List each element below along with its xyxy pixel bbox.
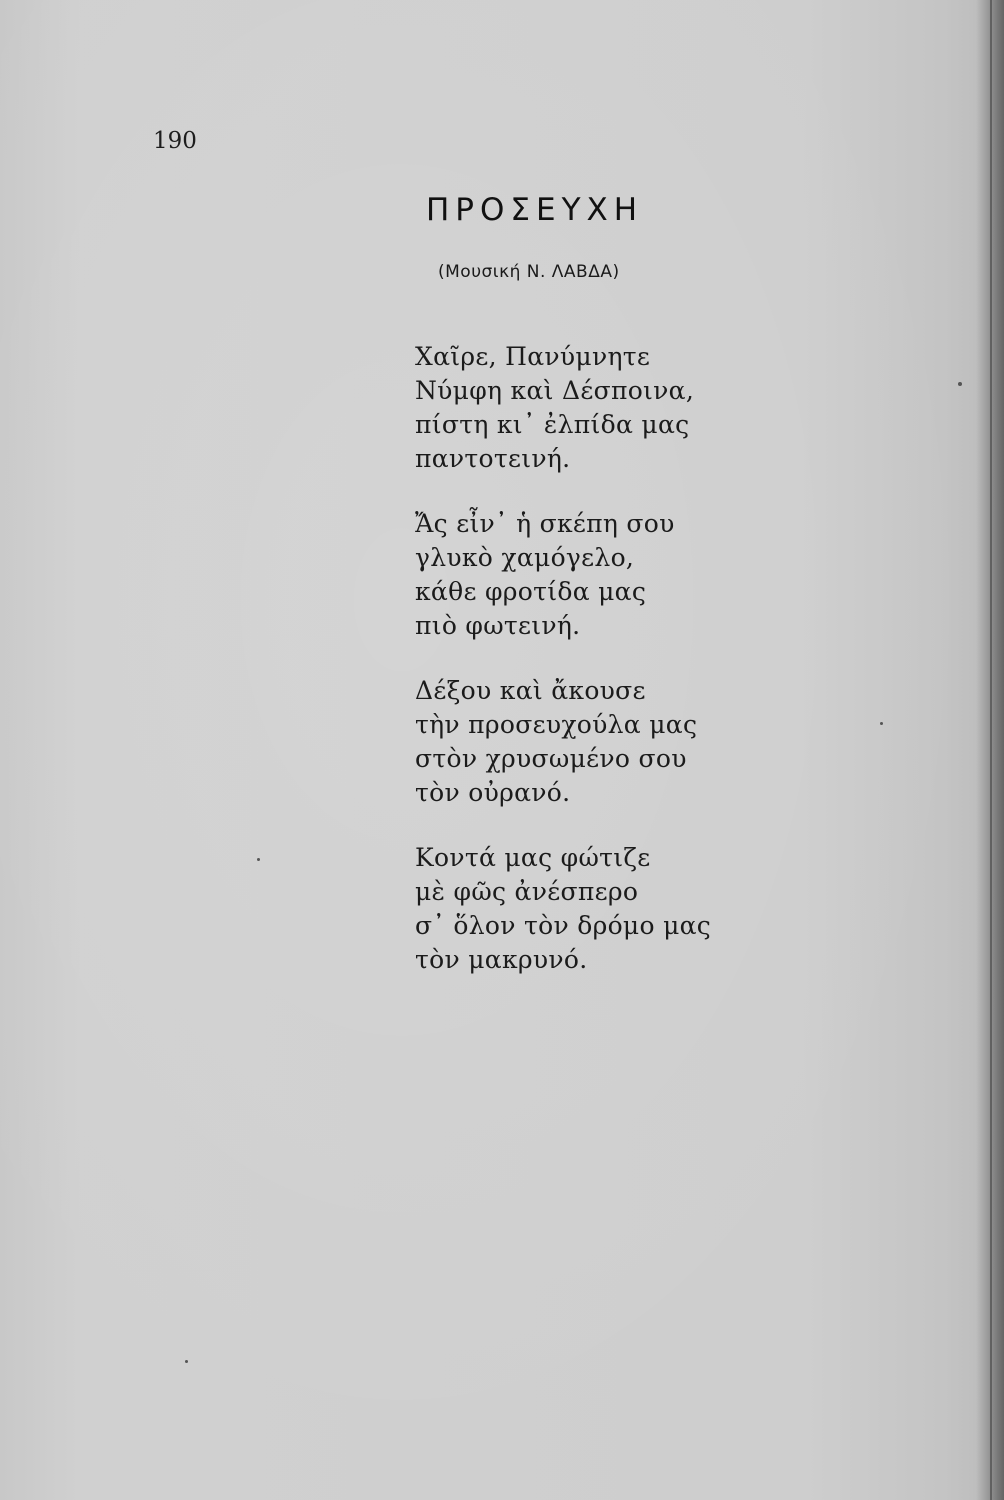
poem-line: παντοτεινή. xyxy=(415,444,571,473)
paper-speck xyxy=(257,858,260,861)
poem-line: Δέξου καὶ ἄκουσε xyxy=(415,676,646,705)
paper-speck xyxy=(958,382,962,386)
poem-line: Νύμφη καὶ Δέσποινα, xyxy=(415,376,695,405)
poem-line: στὸν χρυσωμένο σου xyxy=(415,744,687,773)
poem-line: σ᾽ ὅλον τὸν δρόμο μας xyxy=(415,911,712,940)
poem-line: Κοντά μας φώτιζε xyxy=(415,843,651,872)
stanza xyxy=(415,841,755,977)
paper-speck xyxy=(185,1360,188,1363)
poem-line: τὸν οὐρανό. xyxy=(415,778,571,807)
poem-subtitle: (Μουσική Ν. ΛΑΒΔΑ) xyxy=(438,262,620,282)
poem-line: τὴν προσευχούλα μας xyxy=(415,710,698,739)
page-number: 190 xyxy=(153,128,197,154)
stanza xyxy=(415,340,755,476)
poem-line: Ἄς εἶν᾽ ἡ σκέπη σου xyxy=(415,509,675,538)
poem-line: γλυκὸ χαμόγελο, xyxy=(415,543,635,572)
poem-body xyxy=(415,340,755,1008)
poem-line: Χαῖρε, Πανύμνητε xyxy=(415,342,651,371)
stanza xyxy=(415,674,755,810)
poem-line: πίστη κι᾽ ἐλπίδα μας xyxy=(415,410,690,439)
paper-speck xyxy=(880,722,883,725)
poem-line: τὸν μακρυνό. xyxy=(415,945,588,974)
stanza xyxy=(415,507,755,643)
poem-title: ΠΡΟΣΕΥΧΗ xyxy=(426,192,644,228)
poem-line: μὲ φῶς ἀνέσπερο xyxy=(415,877,639,906)
page-binding-edge xyxy=(990,0,992,1500)
poem-line: πιὸ φωτεινή. xyxy=(415,611,581,640)
poem-line: κάθε φροτίδα μας xyxy=(415,577,647,606)
